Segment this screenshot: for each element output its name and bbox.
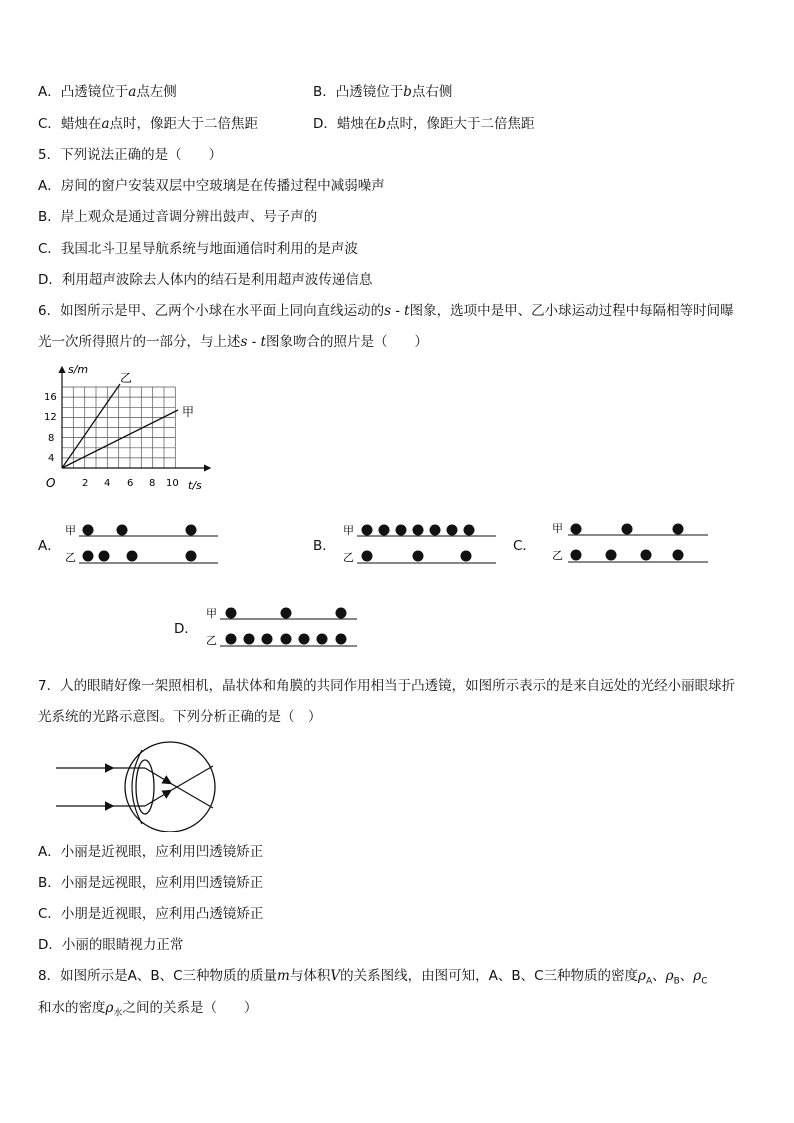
photo-label-jia: 甲 (206, 607, 217, 620)
y-tick: 16 (44, 392, 57, 403)
y-axis-label: s/m (68, 363, 89, 376)
q4-option-d: D．蜡烛在b点时，像距大于二倍焦距 (313, 116, 535, 132)
q7-option-a: A．小丽是近视眼，应利用凹透镜矫正 (38, 844, 264, 860)
q7-eye-diagram (52, 740, 222, 832)
photo-label-jia: 甲 (65, 524, 76, 537)
photo-label-jia: 甲 (343, 524, 354, 537)
line-yi-label: 乙 (120, 371, 133, 385)
x-tick: 4 (104, 478, 111, 489)
q7-option-d: D．小丽的眼睛视力正常 (38, 937, 184, 953)
q6-option-b-letter: B． (313, 538, 336, 554)
graph-grid (62, 387, 175, 468)
q7-option-b: B．小丽是远视眼，应利用凹透镜矫正 (38, 875, 264, 891)
q7-stem-line1: 7．人的眼睛好像一架照相机，晶状体和角膜的共同作用相当于凸透镜，如图所示表示的是来自远处的光经小丽眼球折 (38, 678, 736, 694)
q4-option-c: C．蜡烛在a点时，像距大于二倍焦距 (38, 116, 258, 132)
q5-option-a: A．房间的窗户安装双层中空玻璃是在传播过程中减弱噪声 (38, 178, 385, 194)
line-yi (62, 384, 120, 468)
x-tick: 8 (149, 478, 156, 489)
line-jia-label: 甲 (182, 405, 195, 419)
q4-option-b: B．凸透镜位于b点右侧 (313, 84, 453, 100)
line-jia (62, 410, 178, 468)
q5-option-b: B．岸上观众是通过音调分辨出鼓声、号子声的 (38, 209, 318, 225)
x-tick: 10 (166, 478, 179, 489)
y-tick: 12 (44, 412, 57, 423)
q4-option-a: A．凸透镜位于a点左侧 (38, 84, 177, 100)
q6-stem-line1: 6．如图所示是甲、乙两个小球在水平面上同向直线运动的s - t图象，选项中是甲、乙小球运动过程中每隔相等时间曝 (38, 303, 734, 319)
photo-label-jia: 甲 (552, 522, 563, 535)
origin-label: O (46, 476, 56, 490)
q5-stem: 5．下列说法正确的是（ ） (38, 147, 223, 163)
y-tick: 4 (48, 453, 55, 464)
q6-option-c-letter: C． (513, 538, 536, 554)
photo-label-yi: 乙 (343, 551, 354, 564)
q6-option-d-photo (204, 601, 364, 651)
q8-stem-line1: 8．如图所示是A、B、C三种物质的质量m与体积V的关系图线，由图可知，A、B、C三种物质的密度$\rho_A$、$\rho_B$、$\rho_C$ (38, 968, 708, 987)
q6-option-a-photo (62, 518, 222, 568)
q7-option-c: C．小朋是近视眼，应利用凸透镜矫正 (38, 906, 264, 922)
q5-option-c: C．我国北斗卫星导航系统与地面通信时利用的是声波 (38, 241, 358, 257)
x-axis-label: t/s (188, 479, 202, 492)
q6-st-graph (38, 362, 220, 492)
q8-stem-line2: 和水的密度$\rho_水$之间的关系是（ ） (38, 1000, 258, 1019)
q6-option-a-letter: A． (38, 538, 61, 554)
q6-option-c-photo (552, 516, 712, 566)
q6-stem-line2: 光一次所得照片的一部分，与上述s - t图象吻合的照片是（ ） (38, 334, 428, 350)
y-tick: 8 (48, 433, 55, 444)
x-tick: 2 (82, 478, 89, 489)
q7-stem-line2: 光系统的光路示意图。下列分析正确的是（ ） (38, 709, 322, 725)
q6-option-b-photo (340, 518, 500, 568)
x-tick: 6 (127, 478, 134, 489)
q6-option-d-letter: D． (174, 621, 198, 637)
photo-label-yi: 乙 (65, 551, 76, 564)
photo-label-yi: 乙 (552, 549, 563, 562)
eyeball (125, 742, 215, 832)
photo-label-yi: 乙 (206, 634, 217, 647)
q5-option-d: D．利用超声波除去人体内的结石是利用超声波传递信息 (38, 272, 373, 288)
